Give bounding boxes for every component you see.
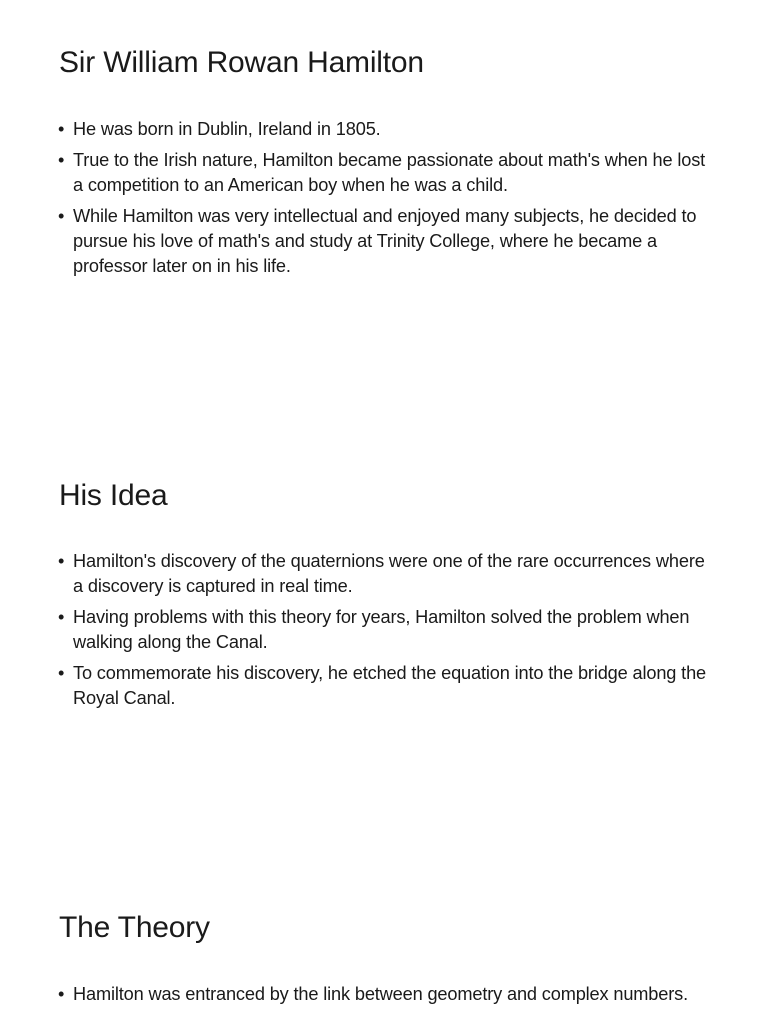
bullet-item: • He was born in Dublin, Ireland in 1805. <box>58 117 718 142</box>
bullet-item: • To commemorate his discovery, he etched the equation into the bridge along the Royal Canal. <box>58 661 718 711</box>
bullet-item: • While Hamilton was very intellectual and enjoyed many subjects, he decided to pursue his love of math's and study at Trinity College, where he became a professor later on in his life. <box>58 204 718 279</box>
slide-title: Sir William Rowan Hamilton <box>59 46 424 79</box>
slide-title: His Idea <box>59 479 168 512</box>
bullet-list <box>58 549 718 717</box>
bullet-item: • Hamilton's discovery of the quaternions were one of the rare occurrences where a discovery is captured in real time. <box>58 549 718 599</box>
bullet-item: • True to the Irish nature, Hamilton became passionate about math's when he lost a competition to an American boy when he was a child. <box>58 148 718 198</box>
slide-his-idea <box>0 432 768 864</box>
bullet-item: • Hamilton was entranced by the link between geometry and complex numbers. <box>58 982 718 1007</box>
slide-the-theory <box>0 864 768 1024</box>
bullet-list <box>58 982 718 1013</box>
bullet-item: • Having problems with this theory for years, Hamilton solved the problem when walking along the Canal. <box>58 605 718 655</box>
slide-hamilton-bio <box>0 0 768 432</box>
bullet-list <box>58 117 718 285</box>
slide-title: The Theory <box>59 911 210 944</box>
